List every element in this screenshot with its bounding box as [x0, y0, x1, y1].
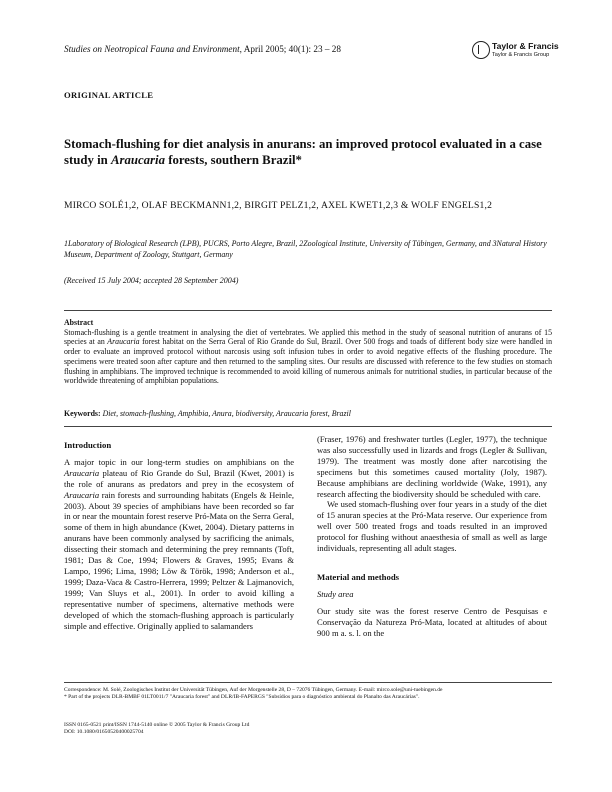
publisher-name: Taylor & Francis: [492, 41, 559, 51]
publisher-logo: [472, 40, 562, 62]
abstract: Abstract Stomach-flushing is a gentle treatment in analysing the diet of vertebrates. We applied this method in the study of seasonal nutrition of anurans of 15 species at an Araucaria forest habitat on the Serra Geral of Rio Grande do Sul, Brazil. Over 500 frogs and toads of different body size were handled in order to evaluate an improved protocol without narcosis using soft infusion tubes in order to avoid negative effects of the flushing procedure. The specimens were treated soon after capture and then returned to the sampling sites. Our results are discussed with reference to the few studies on stomach flushing in amphibians. The improved technique is recommended to avoid killing of numerous animals for nutritional studies, in particular because of the worldwide threatening of amphibian populations.: [64, 318, 552, 386]
journal-issue: , April 2005; 40(1): 23 – 28: [239, 44, 341, 54]
footnote-correspondence: Correspondence: M. Solé, Zoologisches Institut der Universität Tübingen, Auf der Morgenstelle 28, D – 72076 Tübingen, Germany. E-mail: mirco.sole@uni-tuebingen.de: [64, 687, 443, 693]
keywords: [64, 409, 552, 419]
journal-name: Studies on Neotropical Fauna and Environment: [64, 44, 240, 54]
affiliations: 1Laboratory of Biological Research (LPB), PUCRS, Porto Alegre, Brazil, 2Zoological Institute, University of Tübingen, Germany, and 3Natural History Museum, Department of Zoology, Stuttgart, Germany: [64, 239, 547, 259]
received-dates: (Received 15 July 2004; accepted 28 September 2004): [64, 276, 239, 285]
intro-paragraph: A major topic in our long-term studies on amphibians on the Araucaria plateau of Rio Grande do Sul, Brazil (Kwet, 2001) is the role of anurans as predators and prey in the ecosystem of Araucaria rain forests and surrounding habitats (Engels & Heinle, 2003). About 39 species of amphibians have been recorded so far in or near the mountain forest reserve Pró-Mata on the Serra Geral, some of them in high abundance (Kwet, 2004). Dietary patterns in anurans have been commonly analysed by sacrificing the animals, dissecting their stomach and determining the prey remnants (Toft, 1981; Das & Coe, 1994; Flowers & Graves, 1995; Evans & Lampo, 1996; Lima, 1998; Löw & Török, 1998; Anderson et al., 1999; Daza-Vaca & Castro-Herrera, 1999; Peltzer & Lajmanovich, 1999; Van Sluys et al., 2001). In order to avoid killing a representative number of specimens, alternative methods were developed of which the stomach-flushing approach is particularly simple and effective. Originally applied to salamanders: [64, 456, 294, 631]
publisher-logo-icon: [472, 41, 490, 59]
section-label: ORIGINAL ARTICLE: [64, 90, 154, 100]
publisher-group: Taylor & Francis Group: [492, 52, 550, 58]
footnote-doi: DOI: 10.1080/01650520400025704: [64, 729, 144, 736]
footnote-issn: ISSN 0165-0521 print/ISSN 1744-5140 online © 2005 Taylor & Francis Group Ltd DOI: 10.1080/01650520400025704: [64, 722, 554, 737]
study-area-subheading: Study area: [317, 588, 354, 599]
journal-citation: [64, 44, 341, 54]
rule-bottom: [64, 426, 552, 427]
body-paragraph: Our study site was the forest reserve Centro de Pesquisas e Conservação da Natureza Pró-Mata, located at altitudes of about 900 m a. s. l. on the: [317, 605, 547, 638]
methods-heading: Material and methods: [317, 571, 400, 582]
keywords-label: Keywords:: [64, 409, 101, 418]
abstract-heading: Abstract: [64, 318, 94, 327]
footnote-rule: [64, 682, 552, 683]
column-right: [317, 434, 547, 639]
footnotes: [64, 687, 554, 702]
authors: MIRCO SOLÉ1,2, OLAF BECKMANN1,2, BIRGIT PELZ1,2, AXEL KWET1,2,3 & WOLF ENGELS1,2: [64, 200, 493, 211]
body-paragraph: We used stomach-flushing over four years in a study of the diet of 15 anuran species at the Pró-Mata reserve. Our experience from well over 500 treated frogs and toads resulted in an improved protocol for flushing without anaesthesia of small as well as large individuals, representing all adult stages.: [317, 499, 547, 554]
keywords-text: Diet, stomach-flushing, Amphibia, Anura, biodiversity, Araucaria forest, Brazil: [102, 409, 351, 418]
rule-top: [64, 310, 552, 311]
article-title: Stomach-flushing for diet analysis in anurans: an improved protocol evaluated in a case study in Araucaria forests, southern Brazil*: [64, 137, 542, 167]
footnote-project: * Part of the projects DLR-BMBF 01LT0011/7 "Araucaria forest" and DLR/IB-FAPERGS "Subsídios para o diagnóstico ambiental do Planalto das Araucárias".: [64, 694, 420, 701]
intro-heading: Introduction: [64, 440, 112, 450]
column-left: [64, 440, 294, 631]
body-paragraph: (Fraser, 1976) and freshwater turtles (Legler, 1977), the technique was also successfully used in lizards and frogs (Legler & Sullivan, 1979). The treatment was mostly done after narcotising the specimens but this sometimes caused mortality (Joly, 1987). Because amphibians are declining worldwide (Wake, 1991), any research affecting the biodiversity should be scheduled with care.: [317, 434, 547, 499]
